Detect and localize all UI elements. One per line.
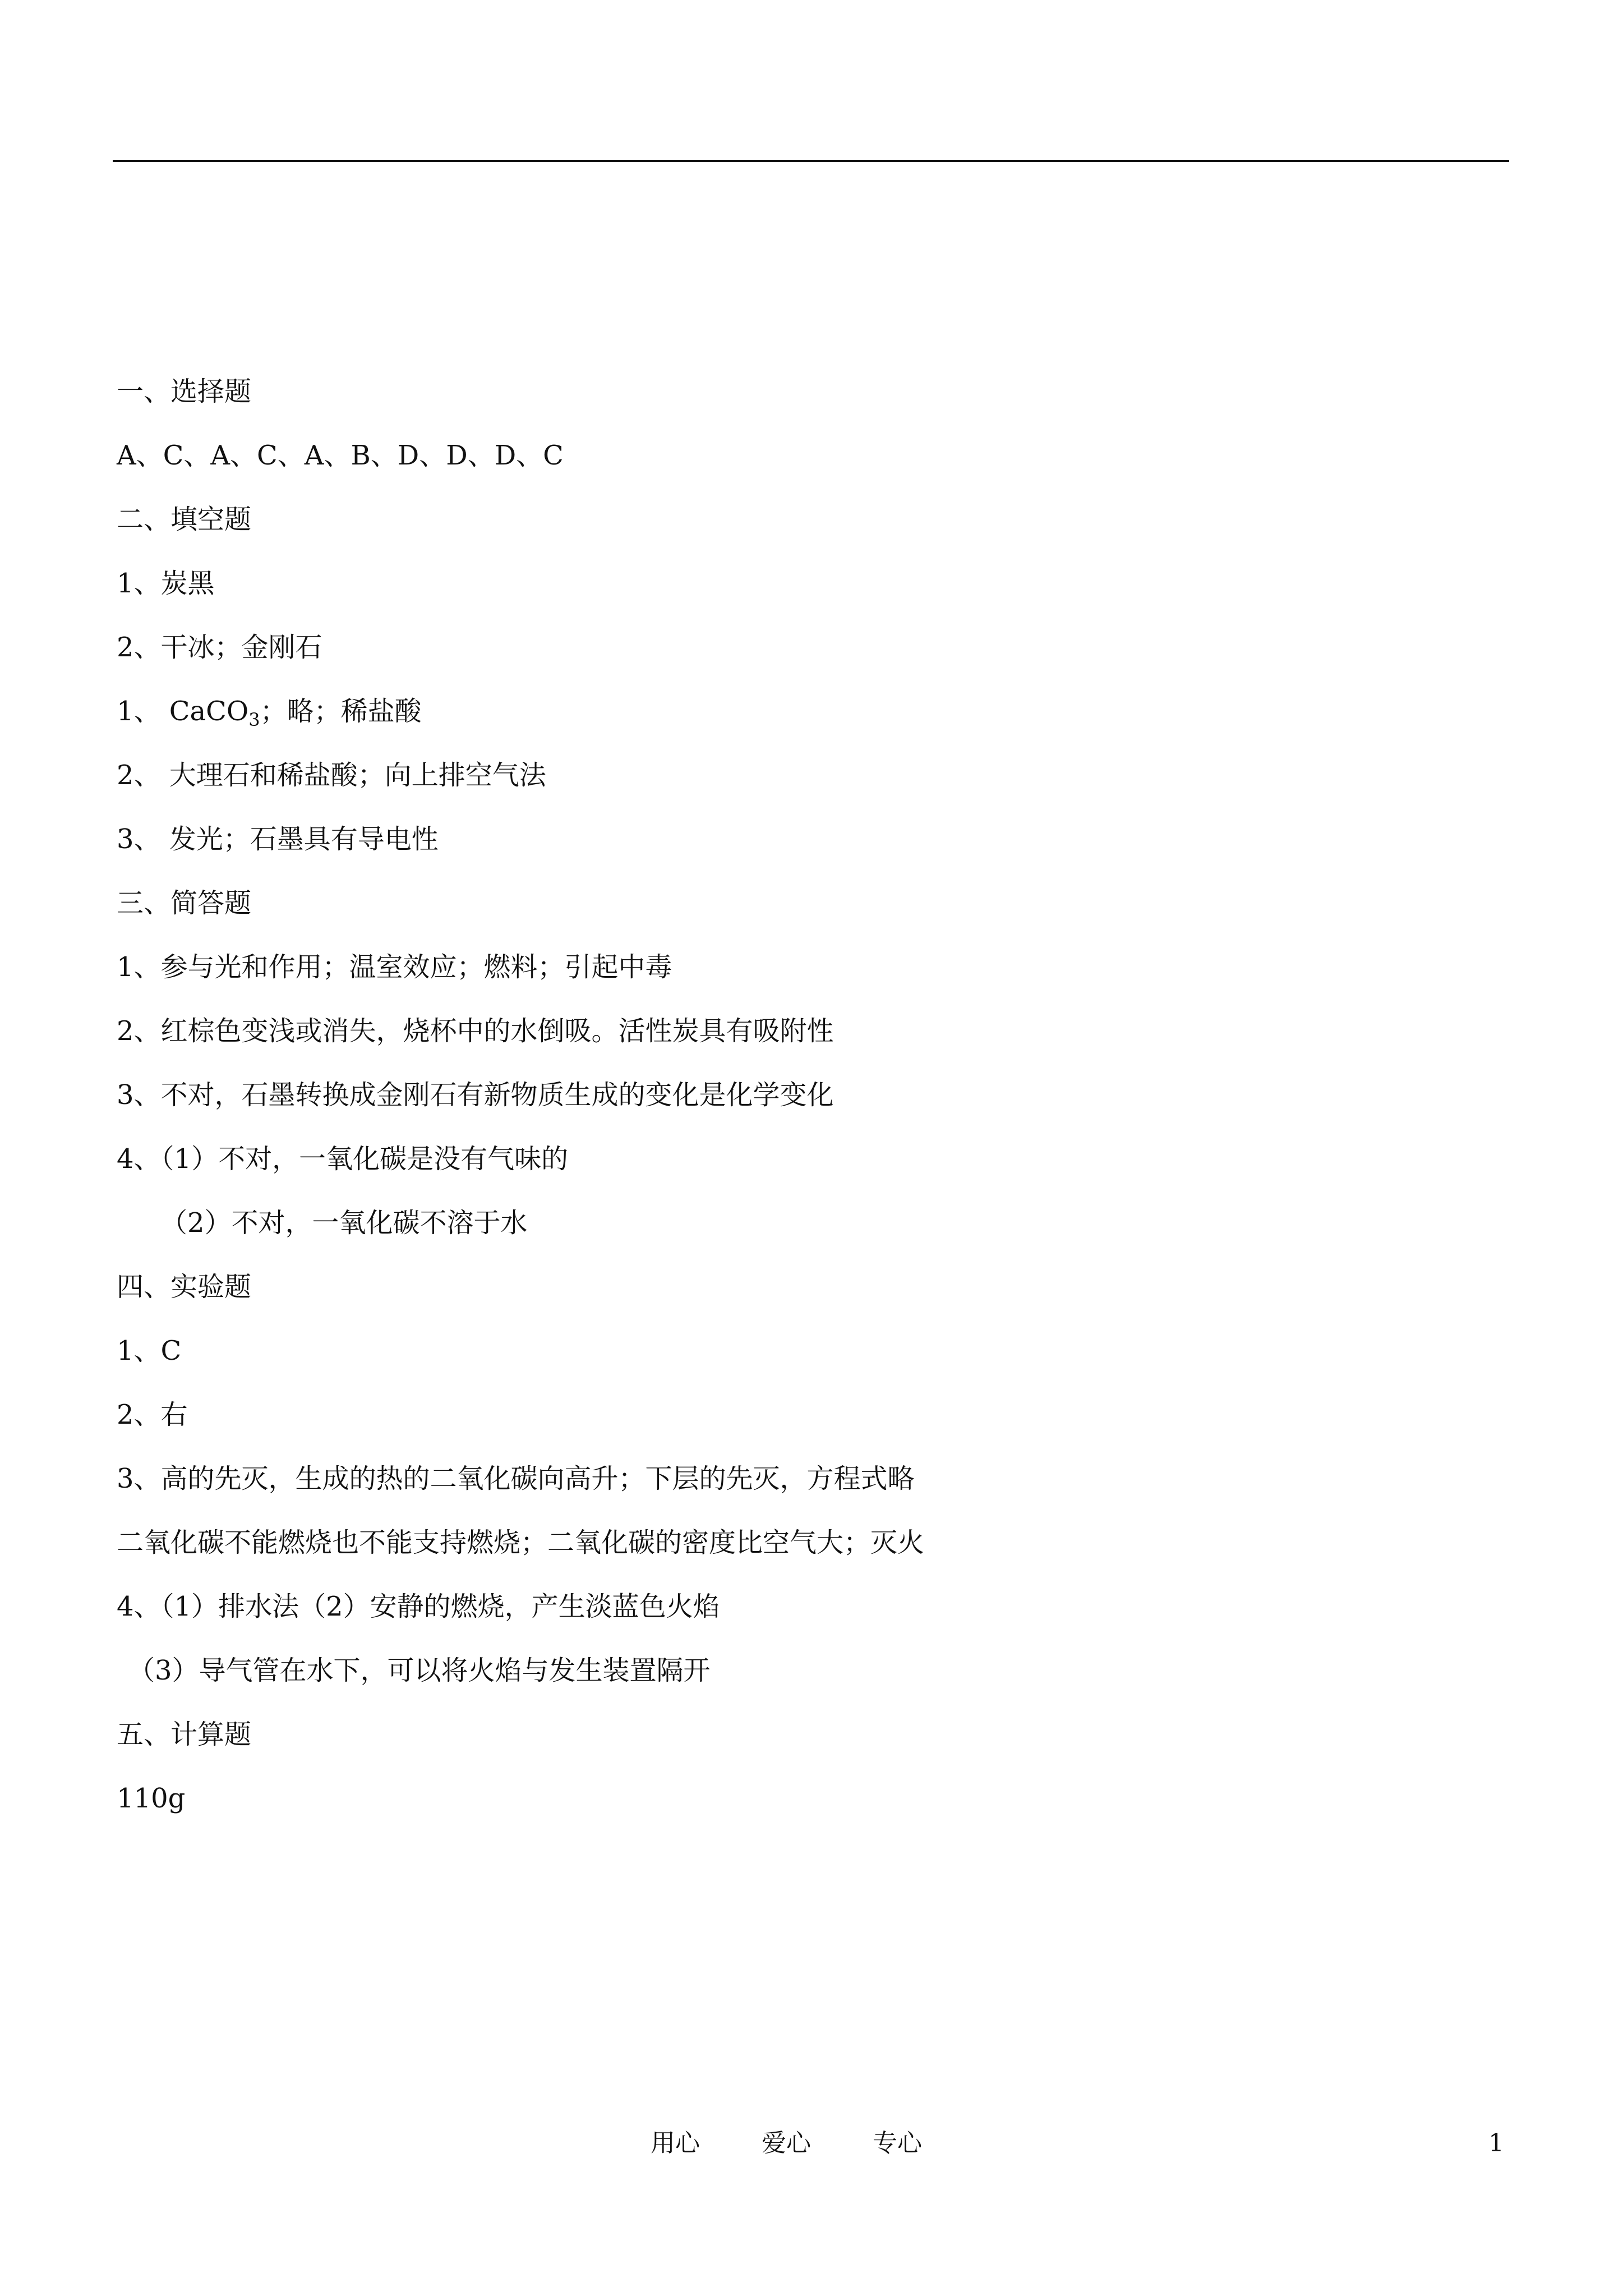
formula-prefix: 1、 CaCO (117, 696, 249, 727)
footer-motto: 爱心 (762, 2129, 811, 2157)
answer-line: 4、（1）排水法（2）安静的燃烧，产生淡蓝色火焰 (117, 1591, 720, 1622)
answer-line: A、C、A、C、A、B、D、D、D、C (117, 440, 564, 471)
footer-motto: 专心 (873, 2129, 922, 2157)
answer-line: 1、参与光和作用；温室效应；燃料；引起中毒 (117, 951, 672, 983)
footer-motto: 用心 (651, 2129, 700, 2157)
section-heading: 一、选择题 (117, 376, 252, 407)
answer-line: 2、干冰；金刚石 (117, 632, 322, 663)
formula-subscript: 3 (248, 709, 260, 730)
answer-line: 3、高的先灭，生成的热的二氧化碳向高升；下层的先灭，方程式略 (117, 1463, 915, 1494)
formula-suffix: ；略；稀盐酸 (260, 696, 422, 727)
section-heading: 五、计算题 (117, 1719, 252, 1750)
answer-line-formula (117, 689, 1491, 753)
answer-line: （3）导气管在水下，可以将火焰与发生装置隔开 (128, 1655, 711, 1686)
answer-line: 110g (117, 1783, 186, 1814)
header-rule (113, 160, 1509, 162)
answer-line: 1、炭黑 (117, 568, 215, 599)
page-number: 1 (1488, 2129, 1504, 2157)
answer-line: 4、（1）不对，一氧化碳是没有气味的 (117, 1143, 569, 1175)
answer-line: 2、 大理石和稀盐酸；向上排空气法 (117, 760, 546, 791)
section-heading: 四、实验题 (117, 1271, 252, 1303)
section-heading: 二、填空题 (117, 504, 252, 535)
answer-line: 2、右 (117, 1399, 188, 1430)
answer-line: 2、红棕色变浅或消失，烧杯中的水倒吸。活性炭具有吸附性 (117, 1015, 834, 1047)
answer-line: 3、不对，石墨转换成金刚石有新物质生成的变化是化学变化 (117, 1079, 834, 1111)
answer-line: 二氧化碳不能燃烧也不能支持燃烧；二氧化碳的密度比空气大；灭火 (117, 1527, 925, 1558)
footer-mottos (651, 2124, 984, 2163)
answer-content (117, 369, 1491, 1840)
answer-line: （2）不对，一氧化碳不溶于水 (160, 1207, 528, 1239)
page-footer (0, 2124, 1623, 2163)
answer-line: 1、C (117, 1335, 182, 1366)
answer-line: 3、 发光；石墨具有导电性 (117, 823, 439, 855)
section-heading: 三、简答题 (117, 887, 252, 919)
